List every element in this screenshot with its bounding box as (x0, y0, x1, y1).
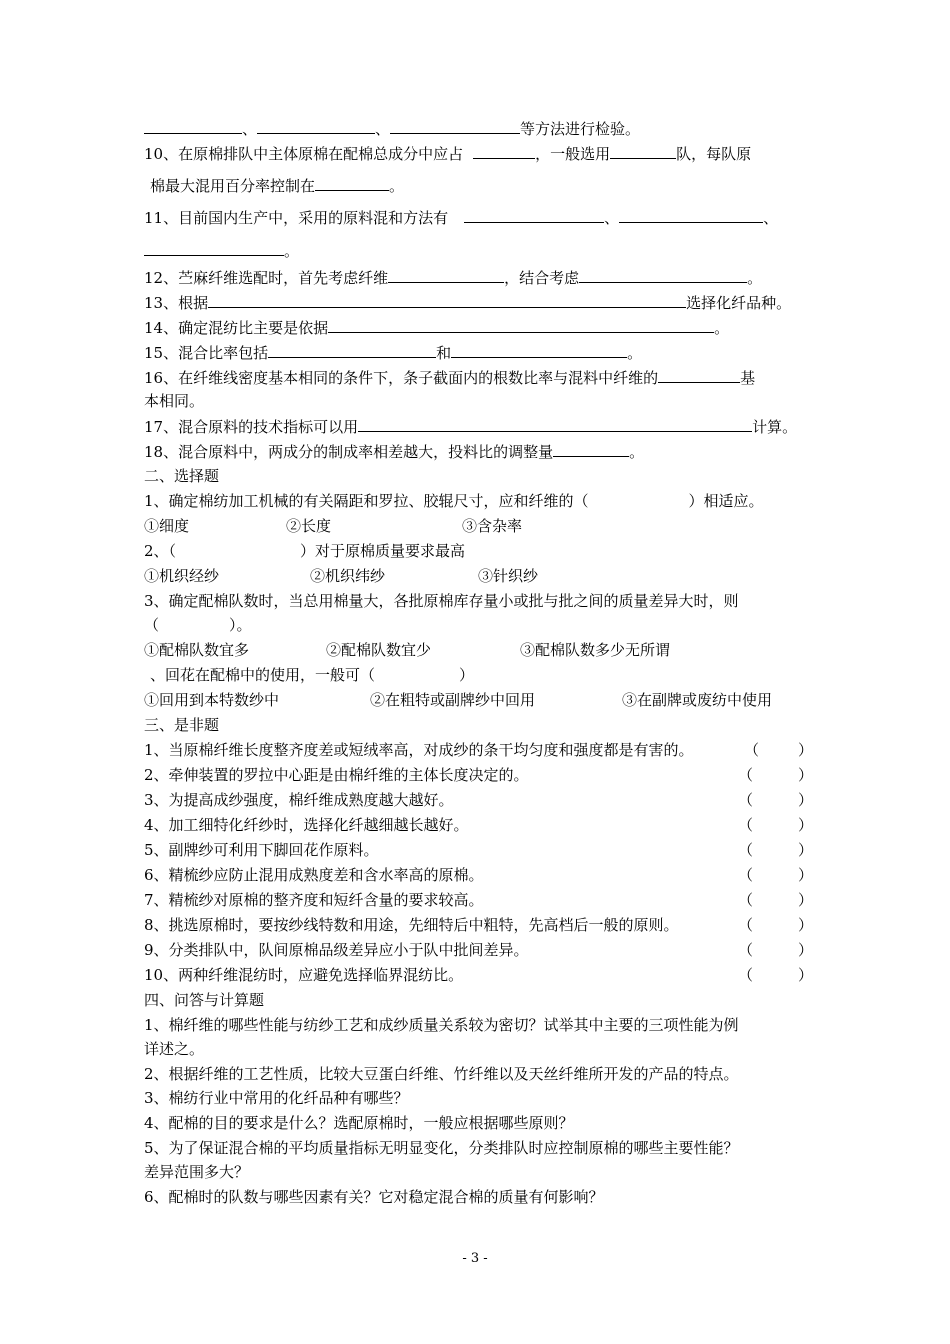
text: 16、在纤维线密度基本相同的条件下，条子截面内的根数比率与混料中纤维的 (144, 369, 659, 387)
separator: 、 (604, 209, 620, 227)
fill-line-14 (144, 317, 729, 338)
choice-q4 (150, 665, 474, 685)
answer-paren-close: ） (798, 966, 814, 984)
judge-item: 6、精梳纱应防止混用成熟度差和含水率高的原棉。 (144, 866, 484, 884)
text: 13、根据 (144, 294, 209, 312)
blank (579, 267, 747, 283)
answer-paren-close: ） (798, 941, 814, 959)
text: ，一般选用 (535, 145, 611, 163)
fill-line-9 (144, 118, 640, 139)
answer-paren-close: ） (798, 841, 814, 859)
choice-option: ②长度 (286, 517, 332, 535)
blank (451, 342, 627, 358)
answer-paren-open: （ (738, 966, 754, 984)
page-number: - 3 - (462, 1251, 488, 1266)
text: 。 (389, 177, 405, 195)
separator: 、 (763, 209, 779, 227)
qa-question: 5、为了保证混合棉的平均质量指标无明显变化，分类排队时应控制原棉的哪些主要性能？ (144, 1139, 739, 1157)
choice-option: ③针织纱 (478, 567, 539, 585)
answer-paren-close: ） (798, 791, 814, 809)
blank (144, 240, 284, 256)
judge-item: 2、牵伸装置的罗拉中心距是由棉纤维的主体长度决定的。 (144, 766, 529, 784)
text: 。 (747, 269, 763, 287)
text: 和 (436, 344, 452, 362)
choice-q3: 3、确定配棉队数时，当总用棉量大，各批原棉库存量小或批与批之间的质量差异大时，则 (144, 592, 739, 610)
answer-paren-open: （ (738, 916, 754, 934)
text: 队，每队原 (676, 145, 752, 163)
text: 、回花在配棉中的使用，一般可（ (150, 666, 376, 684)
qa-question: 4、配棉的目的要求是什么？选配原棉时，一般应根据哪些原则？ (144, 1114, 574, 1132)
text: ）。 (229, 616, 252, 634)
text: 计算。 (752, 418, 798, 436)
qa-question-cont: 差异范围多大？ (144, 1163, 250, 1181)
blank (464, 207, 604, 223)
text: 18、混合原料中，两成分的制成率相差越大，投料比的调整量 (144, 443, 554, 461)
text: 1、确定棉纺加工机械的有关隔距和罗拉、胶辊尺寸，应和纤维的（ (144, 492, 589, 510)
answer-paren-open: （ (738, 866, 754, 884)
text: 。 (629, 443, 645, 461)
section-heading-qa: 四、问答与计算题 (144, 991, 265, 1009)
text: 。 (627, 344, 643, 362)
qa-question: 2、根据纤维的工艺性质，比较大豆蛋白纤维、竹纤维以及天丝纤维所开发的产品的特点。 (144, 1065, 739, 1083)
judge-item: 8、挑选原棉时，要按纱线特数和用途，先细特后中粗特，先高档后一般的原则。 (144, 916, 679, 934)
judge-item: 10、两种纤维混纺时，应避免选择临界混纺比。 (144, 966, 464, 984)
answer-paren-close: ） (798, 741, 814, 759)
answer-paren-open: （ (738, 941, 754, 959)
text: 选择化纤品种。 (686, 294, 792, 312)
blank (658, 367, 740, 383)
choice-option: ②机织纬纱 (310, 567, 386, 585)
text: 。 (714, 319, 730, 337)
fill-line-12 (144, 267, 762, 288)
choice-option: ①机织经纱 (144, 567, 220, 585)
blank (328, 317, 714, 333)
answer-paren-close: ） (798, 891, 814, 909)
fill-line-13 (144, 292, 791, 313)
blank (610, 143, 676, 159)
choice-option: ①回用到本特数纱中 (144, 691, 280, 709)
choice-q3-paren (144, 615, 252, 635)
answer-paren-open: （ (738, 766, 754, 784)
judge-item: 9、分类排队中，队间原棉品级差异应小于队中批间差异。 (144, 941, 529, 959)
text: 14、确定混纺比主要是依据 (144, 319, 329, 337)
text: ，结合考虑 (504, 269, 580, 287)
judge-item: 5、副牌纱可利用下脚回花作原料。 (144, 841, 379, 859)
text: 15、混合比率包括 (144, 344, 269, 362)
answer-paren-open: （ (738, 791, 754, 809)
fill-line-10b (150, 175, 404, 196)
blank (257, 118, 375, 134)
section-heading-choice: 二、选择题 (144, 467, 220, 485)
blank (473, 143, 535, 159)
judge-item: 4、加工细特化纤纱时，选择化纤越细越长越好。 (144, 816, 469, 834)
text: 。 (284, 242, 300, 260)
fill-line-15 (144, 342, 642, 363)
qa-question: 1、棉纤维的哪些性能与纺纱工艺和成纱质量关系较为密切？试举其中主要的三项性能为例 (144, 1016, 739, 1034)
choice-option: ③在副牌或废纺中使用 (622, 691, 773, 709)
answer-paren-close: ） (798, 816, 814, 834)
blank (268, 342, 436, 358)
blank (390, 118, 520, 134)
separator: 、 (375, 120, 391, 138)
text: 等方法进行检验。 (520, 120, 641, 138)
blank (315, 175, 389, 191)
blank (619, 207, 763, 223)
choice-option: ②在粗特或副牌纱中回用 (370, 691, 536, 709)
answer-paren-open: （ (744, 741, 760, 759)
choice-option: ①配棉队数宜多 (144, 641, 250, 659)
text: 棉最大混用百分率控制在 (150, 177, 316, 195)
choice-q1 (144, 491, 764, 511)
text: 17、混合原料的技术指标可以用 (144, 418, 359, 436)
choice-option: ③含杂率 (462, 517, 523, 535)
fill-line-10 (144, 143, 751, 164)
blank (208, 292, 686, 308)
judge-item: 1、当原棉纤维长度整齐度差或短绒率高，对成纱的条干均匀度和强度都是有害的。 (144, 741, 694, 759)
text: ）相适应。 (688, 492, 764, 510)
answer-paren-close: ） (798, 766, 814, 784)
qa-question: 3、棉纺行业中常用的化纤品种有哪些？ (144, 1089, 409, 1107)
blank (388, 267, 504, 283)
qa-question: 6、配棉时的队数与哪些因素有关？它对稳定混合棉的质量有何影响？ (144, 1188, 604, 1206)
separator: 、 (242, 120, 258, 138)
judge-item: 7、精梳纱对原棉的整齐度和短纤含量的要求较高。 (144, 891, 484, 909)
text: ）对于原棉质量要求最高 (300, 542, 466, 560)
blank (553, 441, 629, 457)
blank (144, 118, 242, 134)
fill-line-18 (144, 441, 644, 462)
choice-q2 (144, 541, 465, 561)
text: ） (459, 666, 475, 684)
qa-question-cont: 详述之。 (144, 1040, 205, 1058)
section-heading-judge: 三、是非题 (144, 716, 220, 734)
fill-line-16b: 本相同。 (144, 392, 205, 410)
answer-paren-open: （ (738, 841, 754, 859)
judge-item: 3、为提高成纱强度，棉纤维成熟度越大越好。 (144, 791, 454, 809)
choice-option: ①细度 (144, 517, 190, 535)
fill-line-17 (144, 416, 797, 437)
text: 12、苎麻纤维选配时，首先考虑纤维 (144, 269, 389, 287)
text: 2、（ (144, 542, 177, 560)
text: （ (144, 616, 160, 634)
answer-paren-open: （ (738, 891, 754, 909)
text: 基 (740, 369, 756, 387)
answer-paren-open: （ (738, 816, 754, 834)
fill-line-11b (144, 240, 299, 261)
choice-option: ②配棉队数宜少 (326, 641, 432, 659)
text: 11、目前国内生产中，采用的原料混和方法有 (144, 209, 449, 227)
fill-line-11 (144, 207, 778, 228)
choice-option: ③配棉队数多少无所谓 (520, 641, 671, 659)
blank (358, 416, 752, 432)
text: 10、在原棉排队中主体原棉在配棉总成分中应占 (144, 145, 464, 163)
answer-paren-close: ） (798, 866, 814, 884)
answer-paren-close: ） (798, 916, 814, 934)
fill-line-16 (144, 367, 755, 388)
